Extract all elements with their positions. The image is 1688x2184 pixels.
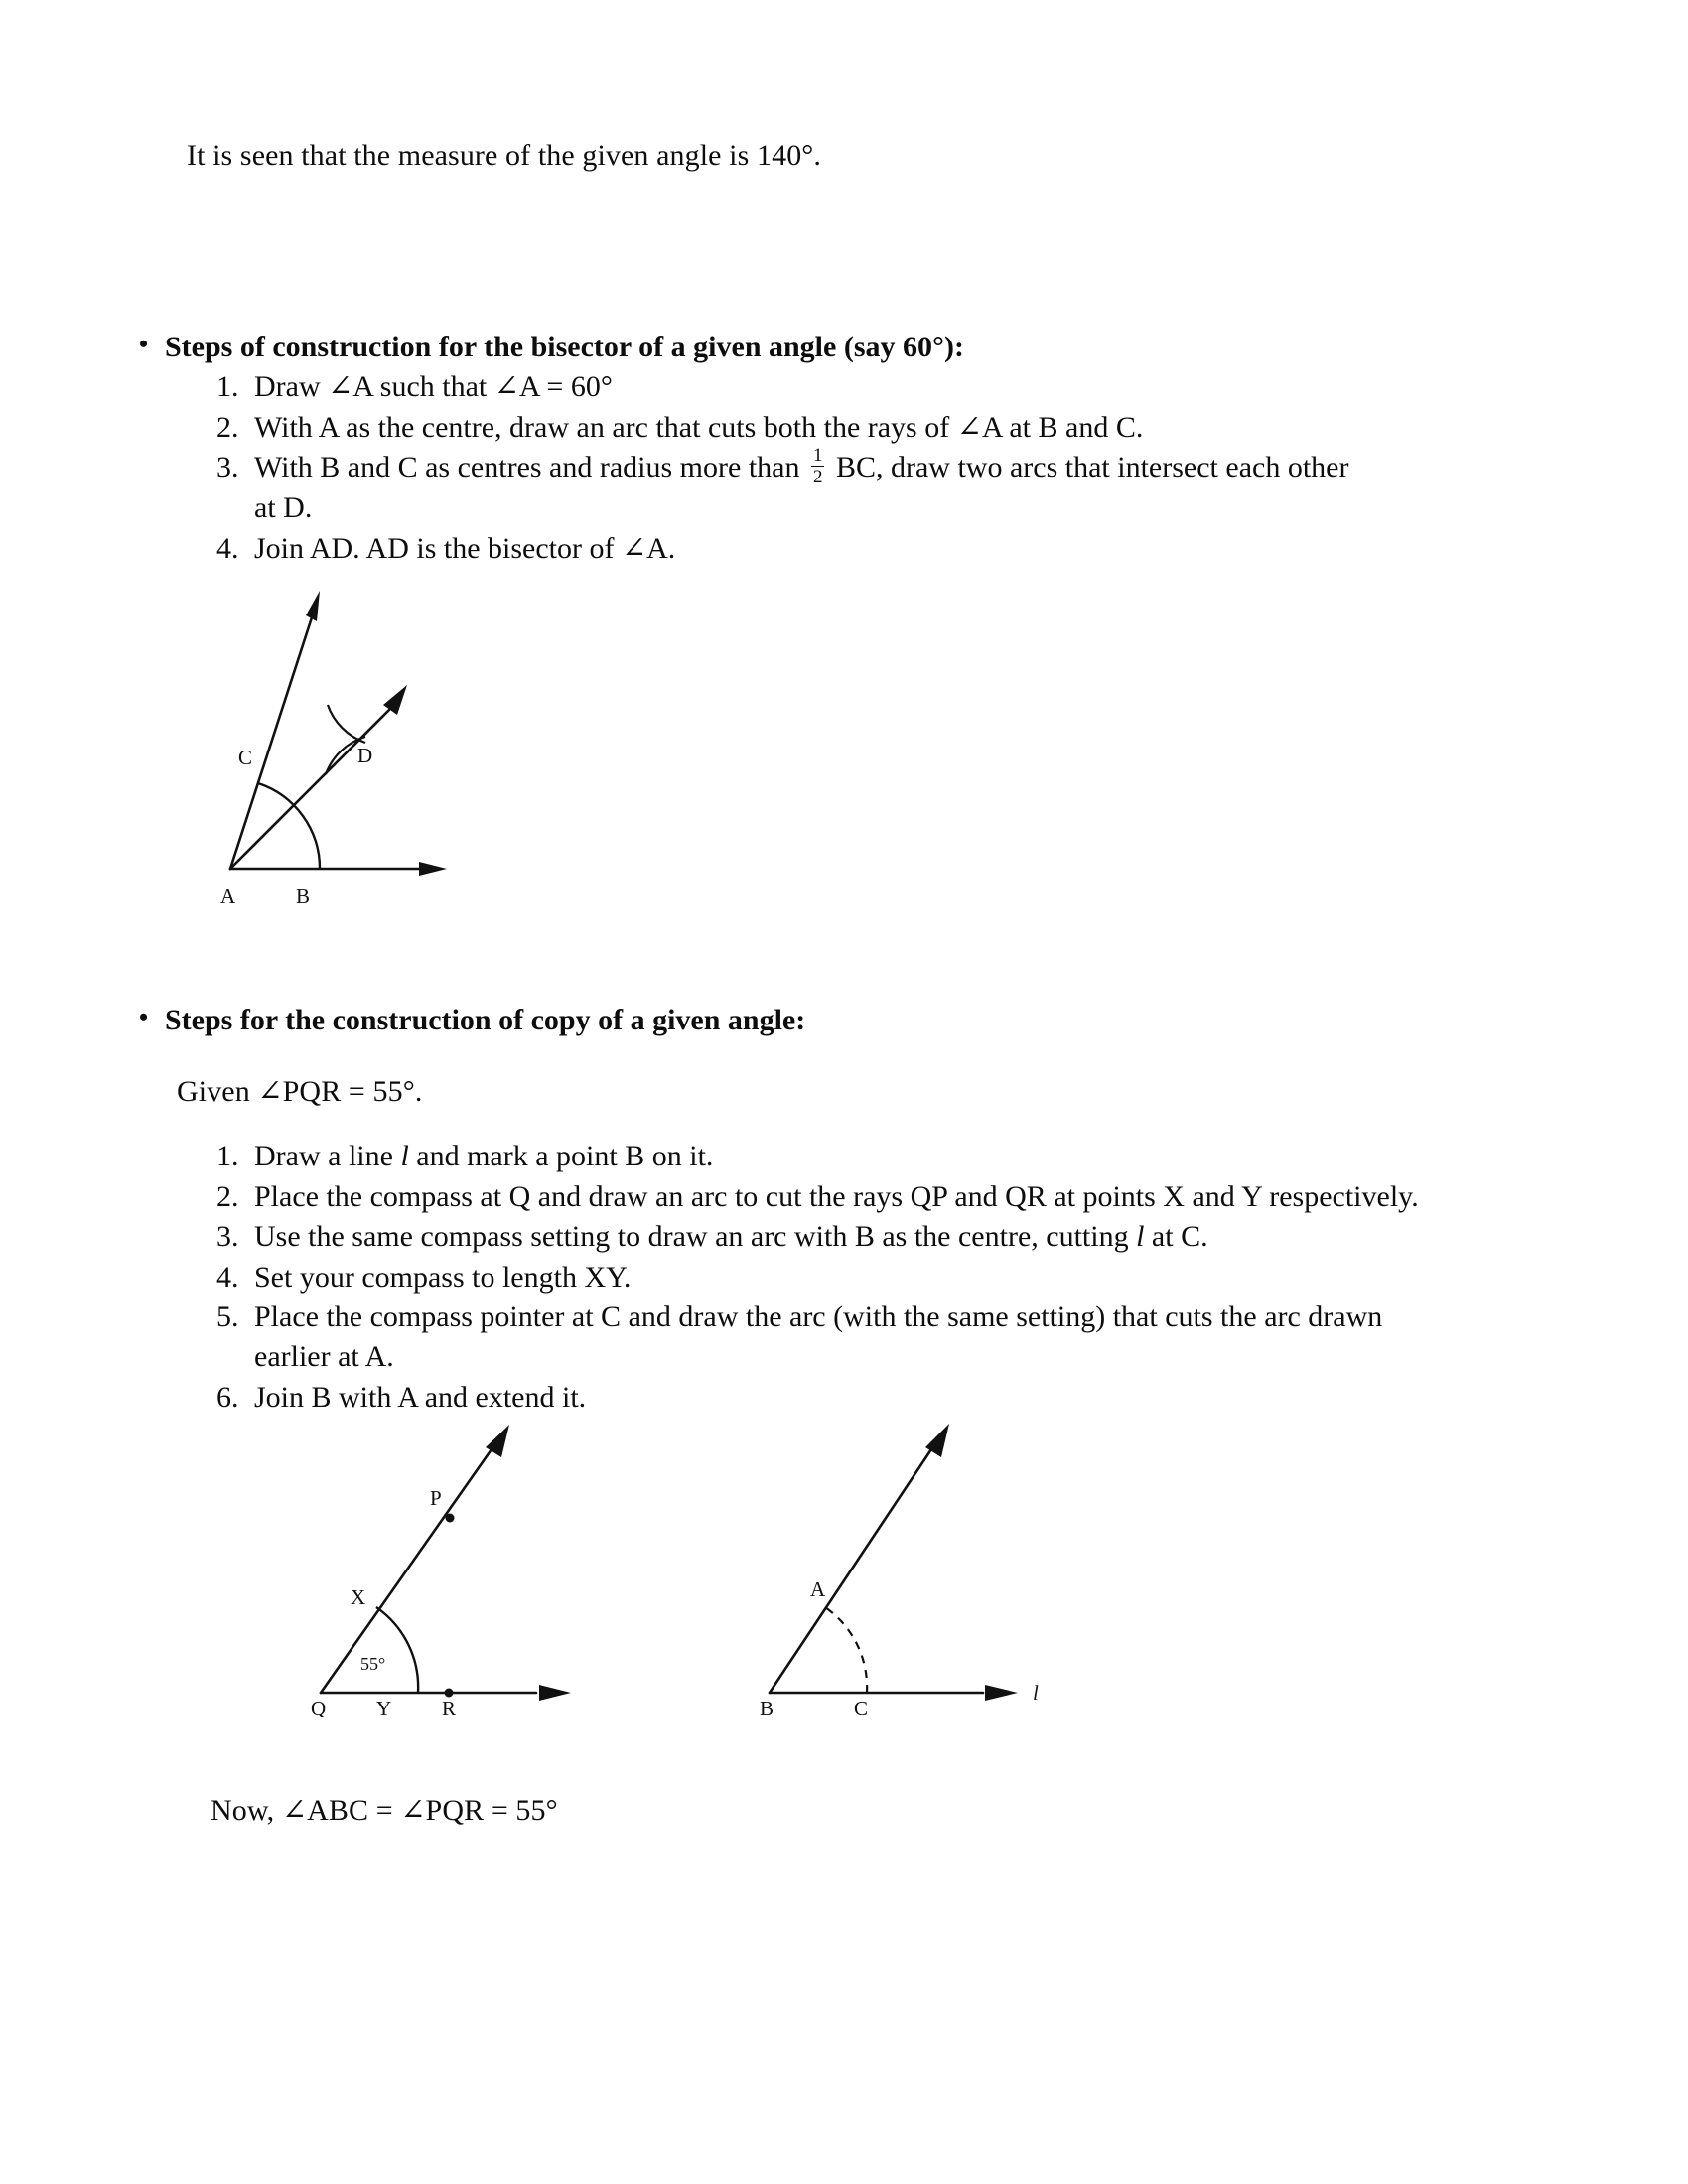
section-heading-bisector: Steps of construction for the bisector of a given angle (say 60°): — [165, 331, 964, 363]
arrowhead-upper-ray — [306, 591, 320, 621]
arc-centre-q — [376, 1607, 418, 1693]
steps-list-copy-angle — [199, 1137, 1656, 1418]
ray-ad-bisector — [230, 710, 389, 869]
step-text-b: and mark a point B on it. — [416, 1140, 714, 1172]
label-line-l: l — [1033, 1681, 1039, 1705]
arc-centre-a — [258, 783, 320, 869]
label-y: Y — [376, 1697, 392, 1717]
closing-paragraph: Now, ∠ABC = ∠PQR = 55° — [211, 1794, 558, 1827]
list-item: 1. Draw ∠A such that ∠A = 60° — [246, 367, 1636, 407]
label-c: C — [238, 746, 253, 769]
label-d: D — [357, 744, 373, 767]
ray-qp — [321, 1449, 492, 1693]
point-p-dot — [446, 1514, 455, 1523]
given-angle-line: Given ∠PQR = 55°. — [177, 1075, 423, 1108]
label-b: B — [760, 1697, 774, 1717]
section-bullet-copy-angle — [139, 1003, 805, 1038]
arc-from-c — [328, 705, 365, 743]
label-a: A — [220, 885, 236, 908]
list-item — [246, 445, 1636, 528]
step-text-wrap: earlier at A. — [254, 1339, 394, 1373]
bullet-icon: • — [139, 330, 149, 358]
ray-ba — [770, 1449, 931, 1693]
line-name-italic: l — [400, 1140, 409, 1172]
given-angle-svg — [283, 1410, 611, 1717]
steps-list-bisector — [199, 367, 1636, 569]
step-text-a: Place the compass pointer at C and draw the arc (with the same setting) that cuts the arc drawn — [254, 1300, 1383, 1334]
figure-copied-angle-abc — [735, 1410, 1082, 1717]
label-r: R — [442, 1697, 457, 1717]
step-text-a: Use the same compass setting to draw an arc with B as the centre, cutting — [254, 1220, 1129, 1254]
arrowhead-qr — [539, 1685, 571, 1701]
bullet-icon: • — [139, 1003, 149, 1031]
step-text-wrap: at D. — [254, 491, 313, 525]
figure-angle-bisector — [199, 586, 616, 913]
label-c: C — [854, 1697, 869, 1717]
step-text-b: at C. — [1151, 1220, 1208, 1254]
list-item: 2. Place the compass at Q and draw an arc to cut the rays QP and QR at points X and Y respectively. — [246, 1177, 1656, 1217]
fraction-denominator: 2 — [812, 467, 823, 488]
arc-centre-b-dashed — [825, 1607, 867, 1693]
angle-bisector-svg — [199, 586, 616, 913]
label-a: A — [810, 1577, 826, 1601]
intro-paragraph: It is seen that the measure of the given angle is 140°. — [187, 139, 821, 172]
section-heading-copy-angle: Steps for the construction of copy of a given angle: — [165, 1004, 806, 1036]
list-item: 4. Join AD. AD is the bisector of ∠A. — [246, 529, 1636, 569]
arrowhead-line-l — [985, 1685, 1018, 1701]
figure-given-angle-pqr — [283, 1410, 611, 1717]
list-item: 2. With A as the centre, draw an arc that cuts both the rays of ∠A at B and C. — [246, 408, 1636, 448]
arrowhead-base-ray — [419, 862, 447, 876]
label-angle-55: 55° — [360, 1654, 386, 1674]
copied-angle-svg — [735, 1410, 1082, 1717]
step-text-before: With B and C as centres and radius more than — [254, 451, 800, 484]
label-q: Q — [311, 1697, 327, 1717]
ray-ac — [230, 617, 312, 869]
list-item — [246, 1297, 1656, 1376]
label-b: B — [296, 885, 311, 908]
list-item: 4. Set your compass to length XY. — [246, 1258, 1656, 1297]
arrowhead-bisector-ray — [383, 685, 407, 715]
step-text-after: BC, draw two arcs that intersect each other — [835, 451, 1349, 484]
fraction-one-half — [811, 446, 825, 486]
line-name-italic: l — [1136, 1220, 1145, 1254]
list-item: 6. Join B with A and extend it. — [246, 1378, 1656, 1418]
section-bullet-bisector — [139, 330, 964, 365]
label-p: P — [430, 1486, 442, 1510]
list-item — [246, 1217, 1656, 1257]
label-x: X — [351, 1585, 366, 1609]
list-item — [246, 1137, 1656, 1176]
step-text-a: Draw a line — [254, 1140, 393, 1172]
fraction-numerator: 1 — [812, 445, 823, 467]
